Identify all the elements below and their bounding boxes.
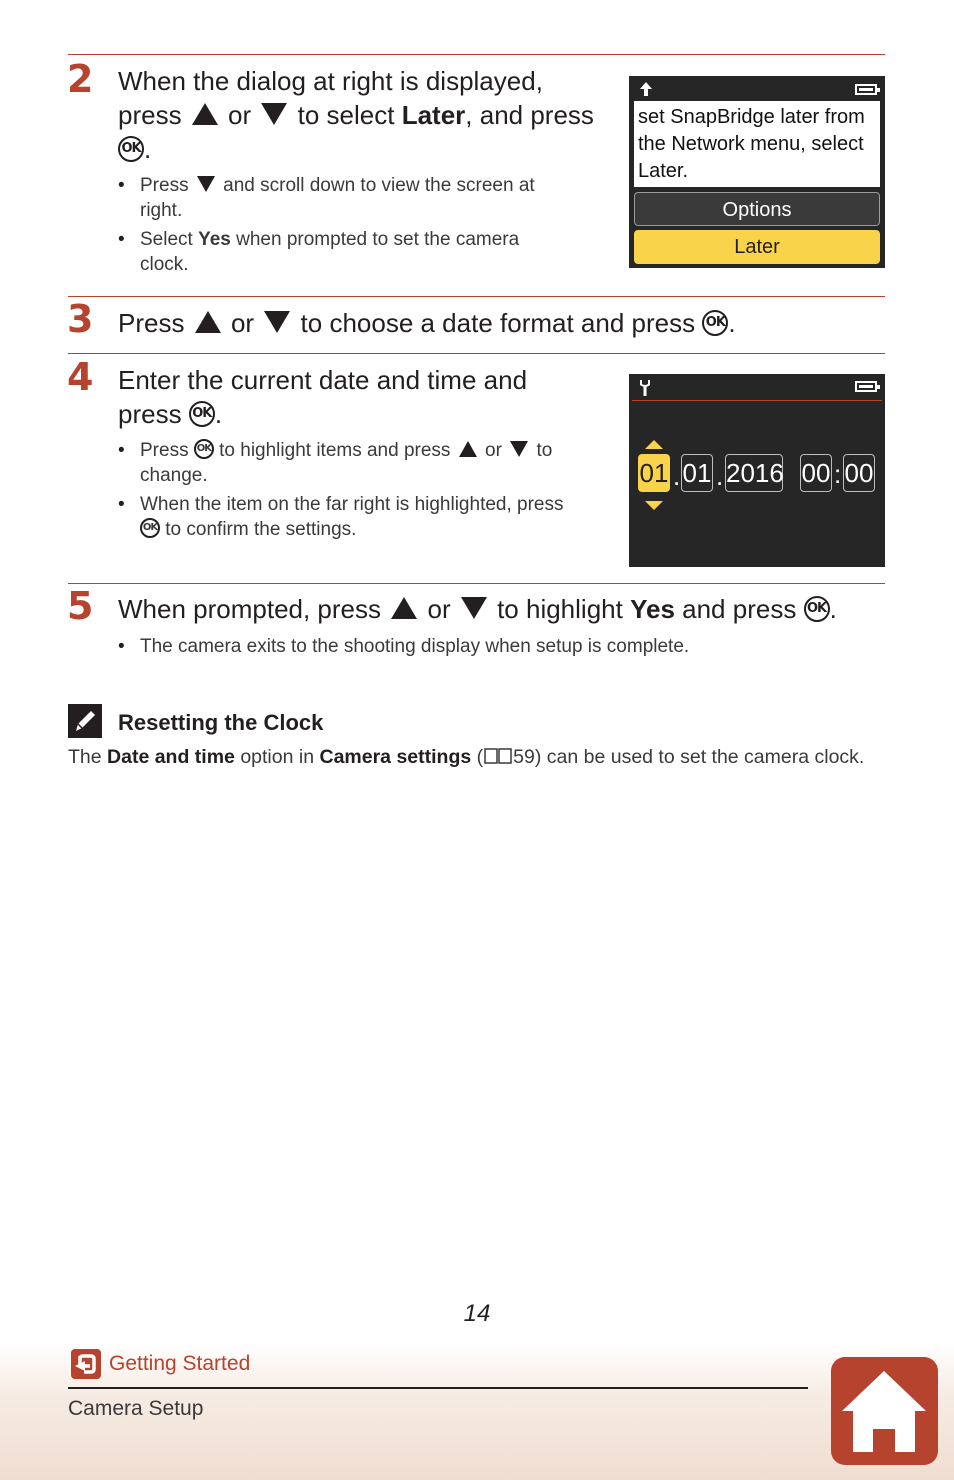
- camera-screen-snapbridge: [629, 76, 885, 268]
- camera-screen-date-time: [629, 374, 885, 567]
- date-separator: .: [716, 461, 724, 491]
- month-field[interactable]: 01: [681, 454, 713, 492]
- step-number: 3: [67, 297, 94, 341]
- step-bullets: [118, 438, 588, 546]
- dialog-message: set SnapBridge later from the Network menu, select Later.: [634, 101, 880, 187]
- ok-button-icon: OK: [194, 439, 214, 459]
- step-heading: Enter the current date and time and press OK .: [118, 365, 528, 429]
- step-heading: When the dialog at right is displayed, press or to select Later, and press OK .: [118, 66, 594, 164]
- later-button[interactable]: Later: [634, 230, 880, 264]
- hour-field[interactable]: 00: [800, 454, 832, 492]
- up-triangle-icon: [195, 311, 221, 333]
- step-number: 2: [67, 57, 94, 101]
- divider: [68, 296, 885, 297]
- back-arrow-icon: [71, 1349, 101, 1379]
- footer: [0, 1342, 954, 1480]
- upload-icon: [639, 81, 653, 97]
- year-field[interactable]: 2016: [725, 454, 783, 492]
- down-arrow-icon: [645, 501, 663, 510]
- list-item: • Press and scroll down to view the screen at right.: [118, 173, 558, 223]
- up-triangle-icon: [391, 597, 417, 619]
- list-item: • Press OK to highlight items and press or to change.: [118, 438, 588, 488]
- step-number: 5: [67, 584, 94, 628]
- list-item: • When the item on the far right is highlighted, press OK to confirm the settings.: [118, 492, 588, 542]
- divider: [68, 583, 885, 584]
- up-arrow-icon: [645, 440, 663, 449]
- day-field[interactable]: 01: [638, 454, 670, 492]
- section-label: Getting Started: [109, 1352, 251, 1375]
- ok-button-icon: OK: [140, 518, 160, 538]
- pencil-note-icon: [68, 704, 102, 738]
- step-heading: Press or to choose a date format and press OK .: [118, 308, 736, 338]
- page-reference-link[interactable]: 59: [513, 746, 535, 768]
- up-triangle-icon: [459, 441, 477, 457]
- page-number: 14: [463, 1300, 491, 1327]
- note-title: Resetting the Clock: [118, 710, 324, 735]
- step-bullets: [118, 634, 878, 663]
- divider: [68, 54, 885, 55]
- ok-button-icon: OK: [702, 310, 728, 336]
- date-separator: .: [673, 461, 681, 491]
- battery-full-icon: [855, 84, 877, 95]
- down-triangle-icon: [461, 597, 487, 619]
- home-button[interactable]: [831, 1357, 938, 1465]
- ok-button-icon: OK: [118, 136, 144, 162]
- ok-button-icon: OK: [189, 401, 215, 427]
- home-icon: [831, 1357, 938, 1465]
- up-triangle-icon: [192, 103, 218, 125]
- list-item: • The camera exits to the shooting display when setup is complete.: [118, 634, 878, 659]
- battery-full-icon: [855, 381, 877, 392]
- down-triangle-icon: [510, 441, 528, 457]
- down-triangle-icon: [197, 176, 215, 192]
- down-triangle-icon: [264, 311, 290, 333]
- wrench-icon: [637, 379, 653, 397]
- list-item: • Select Yes when prompted to set the camera clock.: [118, 227, 558, 277]
- ok-button-icon: OK: [804, 596, 830, 622]
- step-heading: When prompted, press or to highlight Yes and press OK .: [118, 594, 837, 624]
- subsection-label: Camera Setup: [68, 1397, 204, 1420]
- step-bullets: [118, 173, 558, 281]
- book-icon: [483, 747, 513, 765]
- down-triangle-icon: [261, 103, 287, 125]
- note-body: The Date and time option in Camera settings ( 59) can be used to set the camera clock.: [68, 746, 865, 768]
- time-separator: :: [834, 459, 842, 489]
- step-number: 4: [67, 355, 94, 399]
- minute-field[interactable]: 00: [843, 454, 875, 492]
- divider: [68, 353, 885, 354]
- section-link[interactable]: [71, 1349, 250, 1379]
- options-button[interactable]: Options: [634, 192, 880, 226]
